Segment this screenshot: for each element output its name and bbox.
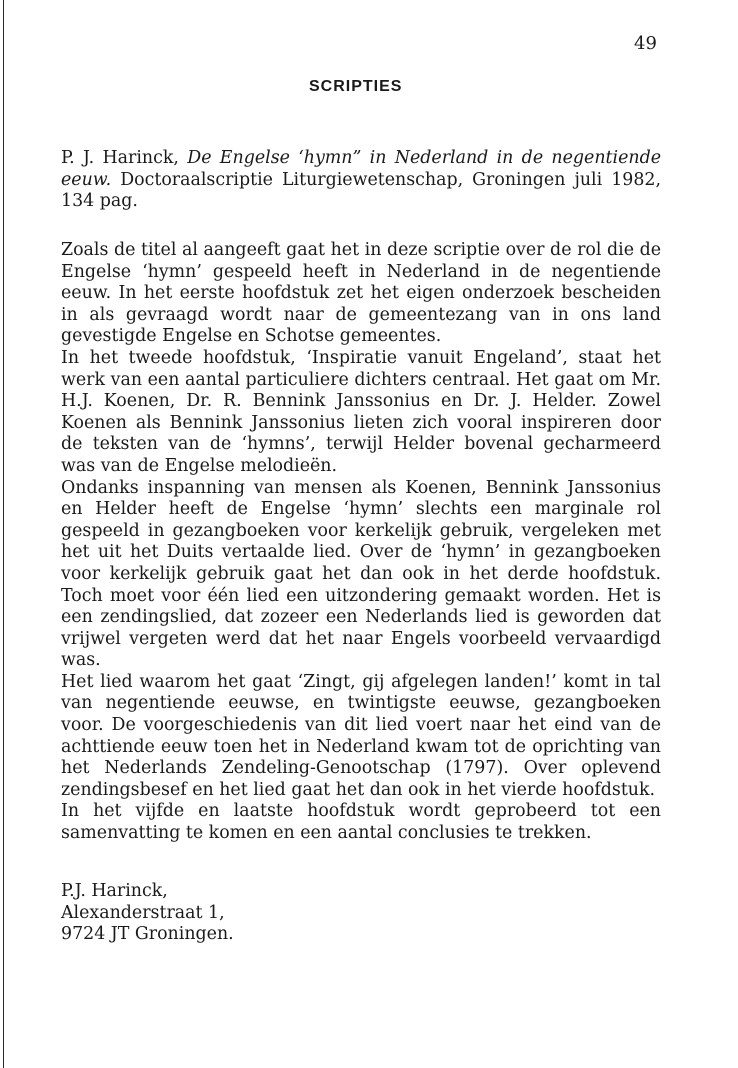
citation-author: P. J. Harinck, xyxy=(61,148,179,168)
author-address xyxy=(61,881,661,946)
paragraph-chapter-three: Ondanks inspanning van mensen als Koenen, Bennink Janssonius en Helder heeft de Engelse ‘hymn’ slechts een marginale rol gespeeld in gezangboeken voor kerkelijk gebruik, vergeleken met het uit het Duits vertaalde lied. Over de ‘hymn’ in gezangboeken voor kerkelijk gebruik gaat het dan ook in het derde hoofdstuk. Toch moet voor één lied een uitzondering gemaakt worden. Het is een zendingslied, dat zozeer een Nederlands lied is geworden dat vrijwel vergeten werd dat het naar Engels voorbeeld vervaardigd was. xyxy=(61,477,661,671)
citation-text xyxy=(61,148,661,213)
article-body xyxy=(61,240,661,845)
citation-details: Doctoraalscriptie Liturgiewetenschap, Groningen juli 1982, 134 pag. xyxy=(61,169,662,212)
page-number: 49 xyxy=(634,33,657,54)
paragraph-intro: Zoals de titel al aangeeft gaat het in deze scriptie over de rol die de Engelse ‘hymn’ gespeeld heeft in Nederland in de negentiende eeuw. In het eerste hoofdstuk zet het eigen onderzoek bescheiden in als gevraagd wordt naar de gemeentezang van in ons land gevestigde Engelse en Schotse gemeentes. xyxy=(61,240,661,347)
section-title: SCRIPTIES xyxy=(309,78,403,95)
address-street: Alexanderstraat 1, xyxy=(61,902,225,923)
paragraph-chapter-five: In het vijfde en laatste hoofdstuk wordt geprobeerd tot een samenvatting te komen en een aantal conclusies te trekken. xyxy=(61,801,661,844)
paragraph-chapter-two: In het tweede hoofdstuk, ‘Inspiratie vanuit Engeland’, staat het werk van een aantal particuliere dichters centraal. Het gaat om Mr. H.J. Koenen, Dr. R. Bennink Janssonius en Dr. J. Helder. Zowel Koenen als Bennink Janssonius lieten zich vooral inspireren door de teksten van de ‘hymns’, terwijl Helder bovenal gecharmeerd was van de Engelse melodieën. xyxy=(61,347,661,476)
page-margin-rule xyxy=(3,0,4,1068)
address-name: P.J. Harinck, xyxy=(61,881,168,901)
citation xyxy=(61,148,661,213)
citation-title: De Engelse ‘hymn” in Nederland in de negentiende eeuw. xyxy=(61,148,662,190)
address-city: 9724 JT Groningen. xyxy=(61,924,234,945)
paragraph-chapter-four: Het lied waarom het gaat ‘Zingt, gij afgelegen landen!’ komt in tal van negentiende eeuwse, en twintigste eeuwse, gezangboeken voor. De voorgeschiedenis van dit lied voert naar het eind van de achttiende eeuw toen het in Nederland kwam tot de oprichting van het Nederlands Zendeling-Genootschap (1797). Over oplevend zendingsbesef en het lied gaat het dan ook in het vierde hoofdstuk. xyxy=(61,671,661,800)
